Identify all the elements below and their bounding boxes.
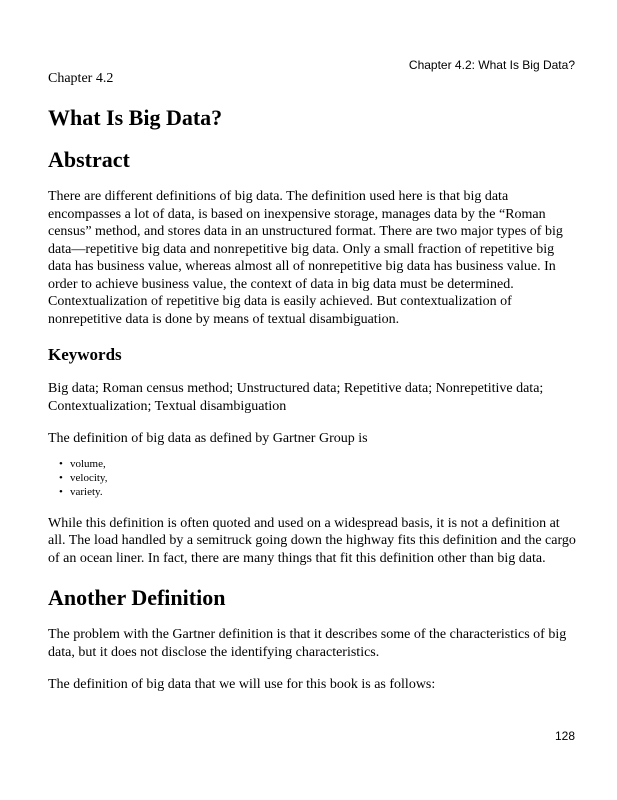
chapter-label: Chapter 4.2: [48, 71, 114, 86]
list-item: • velocity,: [70, 471, 576, 485]
chapter-title: What Is Big Data?: [48, 105, 223, 130]
keywords-text: Big data; Roman census method; Unstructured data; Repetitive data; Nonrepetitive data; Contextualization; Textual disambiguation: [48, 381, 544, 414]
another-definition-paragraph-1: The problem with the Gartner definition is that it describes some of the characteristics of big data, but it does not disclose the identifying characteristics.: [48, 627, 567, 660]
page-content: [48, 70, 576, 694]
abstract-heading: Abstract: [48, 147, 130, 172]
gartner-intro: The definition of big data as defined by Gartner Group is: [48, 431, 368, 446]
running-header: Chapter 4.2: What Is Big Data?: [408, 58, 575, 72]
list-item: • variety.: [70, 485, 576, 499]
list-item: • volume,: [70, 457, 576, 471]
abstract-text: There are different definitions of big data. The definition used here is that big data encompasses a lot of data, is based on inexpensive storage, manages data by the “Roman census” method, and stores data in an unstructured format. There are two major types of big data—repetitive big data and nonrepetitive big data. Only a small fraction of repetitive big data has business value, whereas almost all of nonrepetitive big data has business value. In order to achieve business value, the context of data in big data must be determined. Contextualization of repetitive big data is easily achieved. But contextualization of nonrepetitive data is done by means of textual disambiguation.: [48, 189, 563, 327]
gartner-critique: While this definition is often quoted and used on a widespread basis, it is not a definition at all. The load handled by a semitruck going down the highway fits this definition and the cargo of an ocean liner. In fact, there are many things that fit this definition other than big data.: [48, 515, 576, 566]
another-definition-paragraph-2: The definition of big data that we will use for this book is as follows:: [48, 677, 436, 692]
page-number: 128: [554, 729, 575, 743]
another-definition-heading: Another Definition: [48, 585, 226, 610]
keywords-heading: Keywords: [48, 345, 122, 364]
gartner-list: [48, 457, 576, 499]
